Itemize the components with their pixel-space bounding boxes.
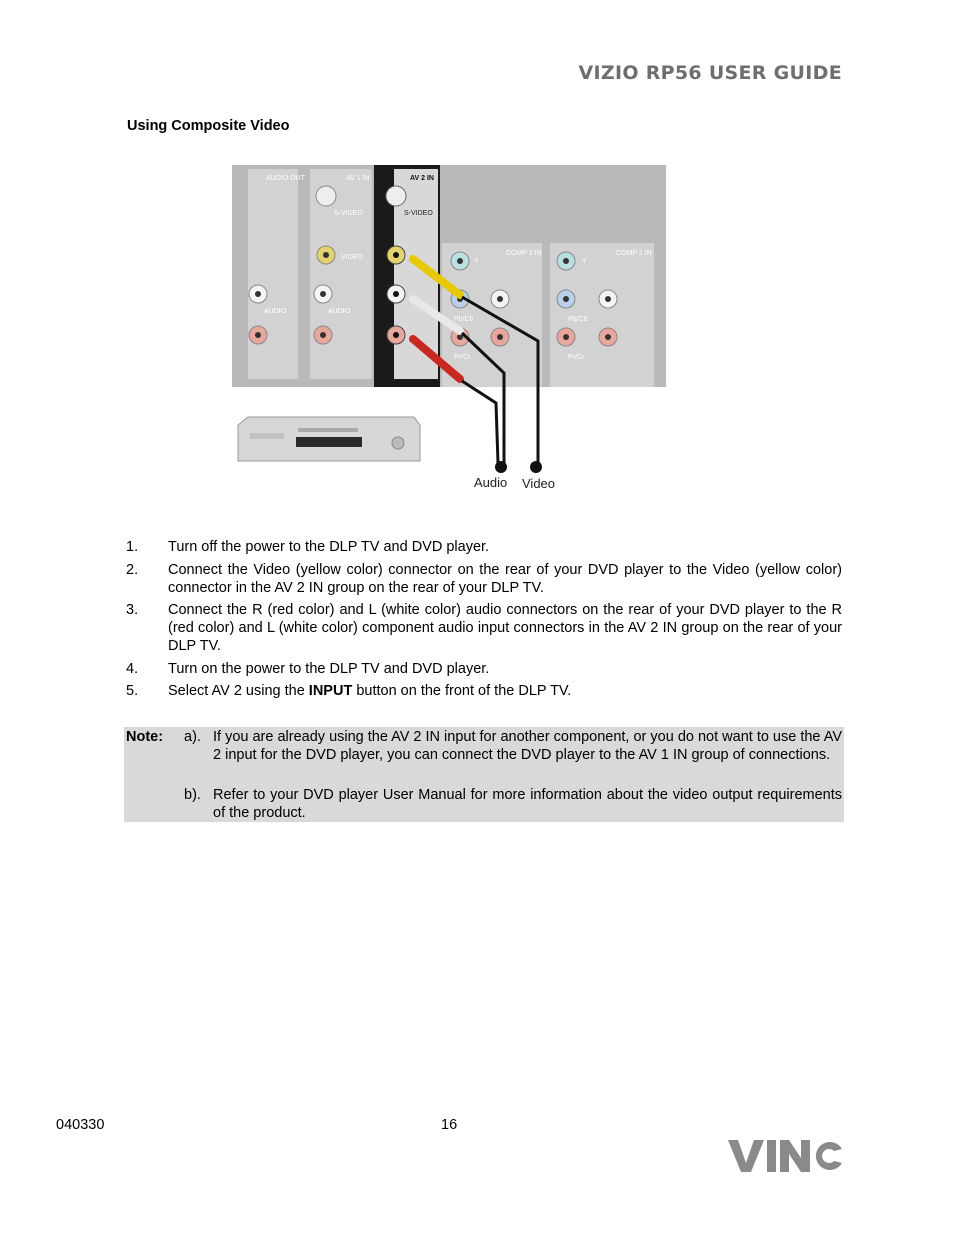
port-label: AUDIO [328,308,351,315]
port-label: S-VIDEO [404,210,433,217]
instruction-list [126,538,842,705]
note-label: Note: [126,729,164,745]
list-item: 5. Select AV 2 using the INPUT button on the front of the DLP TV. [126,683,572,699]
panel-label: AUDIO OUT [266,175,305,182]
page-number: 16 [441,1117,458,1133]
list-item: 4. Turn on the power to the DLP TV and DVD player. [126,660,490,677]
port-label: Y [582,258,587,265]
panel-label: AV 2 IN [410,175,434,182]
panel-label: COMP 2 IN [616,250,652,257]
section-title: Using Composite Video [127,118,290,134]
document-code: 040330 [56,1117,105,1133]
port-label: Pr/Cr [568,354,585,361]
input-button-name: INPUT [308,683,353,699]
list-item: 2. Connect the Video (yellow color) connector on the rear of your DVD player to the Video (yellow color) connector in the AV 2 IN group on the rear of your DLP TV. [126,561,842,596]
dvd-player [238,417,420,461]
guide-title: VIZIO RP56 USER GUIDE [578,62,842,84]
vinc-logo [728,1137,842,1175]
panel-label: AV 1 IN [346,175,370,182]
port-label: Pb/Cb [568,316,588,323]
audio-out-panel [248,169,298,379]
port-label: S-VIDEO [334,210,363,217]
port-label: VIDEO [341,254,363,261]
port-label: Pr/Cr [454,354,471,361]
port-label: AUDIO [264,308,287,315]
audio-label: Audio [474,475,508,490]
connection-diagram [228,163,668,498]
list-item: 3. Connect the R (red color) and L (white color) audio connectors on the rear of your DVD player to the R (red color) and L (white color) component audio input connectors in the AV 2 IN group on the rear of your DLP TV. [126,602,842,654]
list-item: 1. Turn off the power to the DLP TV and DVD player. [126,539,490,555]
note-box: Note: a). If you are already using the AV 2 IN input for another component, or you do not want to use the AV 2 input for the DVD player, you can connect the DVD player to the AV 1 IN group of connections. b). Refer to your DVD player User Manual for more information about the video output requirements of the product. [126,729,842,821]
panel-label: COMP 1 IN [506,250,542,257]
video-label: Video [522,476,556,491]
port-label: Y [474,258,479,265]
port-label: Pb/Cb [454,316,474,323]
